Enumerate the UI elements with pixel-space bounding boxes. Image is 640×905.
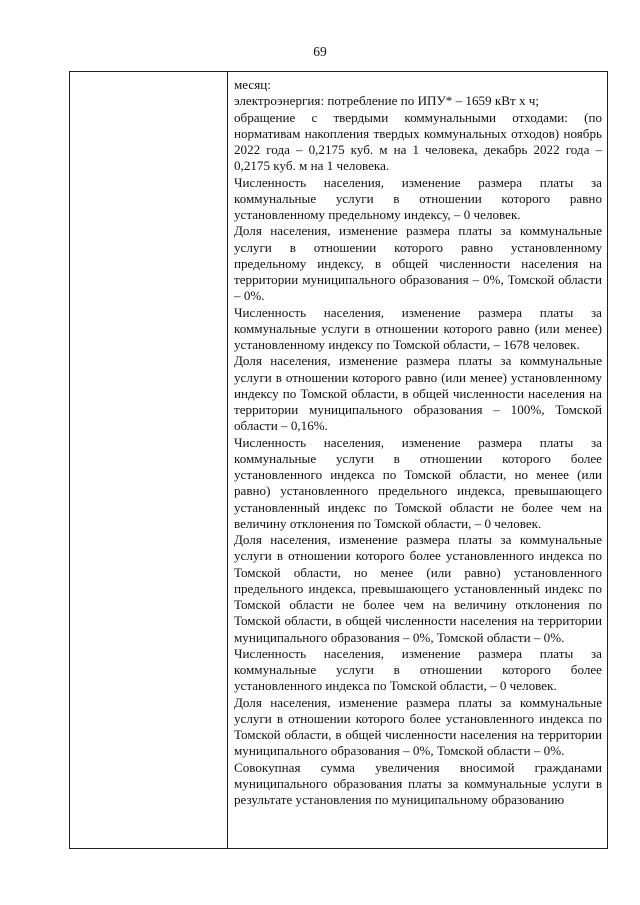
paragraph-share-equal-index: Доля населения, изменение размера платы за коммунальные услуги в отношении которого равно (или менее) установленному индексу по Томской области, в общей численности населения на территории муниципального образования – 100%, Томской области – 0,16%. xyxy=(234,353,602,434)
table-right-cell xyxy=(228,72,607,848)
paragraph-electricity: электроэнергия: потребление по ИПУ* – 1659 кВт х ч; xyxy=(234,93,539,109)
paragraph-population-above-index-within-deviation: Численность населения, изменение размера платы за коммунальные услуги в отношении которого более установленного индекса по Томской области, но менее (или равно) установленного предельного индекса, превышающего установленный индекс по Томской области не более чем на величину отклонения по Томской области, – 0 человек. xyxy=(234,434,602,531)
paragraph-solid-waste: обращение с твердыми коммунальными отходами: (по нормативам накопления твердых коммунальных отходов) ноябрь 2022 года – 0,2175 куб. м на 1 человека, декабрь 2022 года – 0,2175 куб. м на 1 человека. xyxy=(234,109,602,174)
paragraph-total-increase: Совокупная сумма увеличения вносимой гражданами муниципального образования платы за коммунальные услуги в результате установления по муниципальному образованию xyxy=(234,759,602,807)
paragraph-month: месяц: xyxy=(234,77,271,92)
paragraph-population-equal-limit: Численность населения, изменение размера платы за коммунальные услуги в отношении которого равно установленному предельному индексу, – 0 человек. xyxy=(234,174,602,222)
paragraph-population-equal-index: Численность населения, изменение размера платы за коммунальные услуги в отношении которого равно (или менее) установленному индексу по Томской области, – 1678 человек. xyxy=(234,304,602,352)
table-left-cell xyxy=(70,72,228,848)
paragraph-share-above-index: Доля населения, изменение размера платы за коммунальные услуги в отношении которого более установленного индекса по Томской области, в общей численности населения на территории муниципального образования – 0%, Томской области – 0%. xyxy=(234,694,602,759)
paragraph-share-above-index-within-deviation: Доля населения, изменение размера платы за коммунальные услуги в отношении которого более установленного индекса по Томской области, но менее (или равно) установленного предельного индекса, превышающего установленный индекс по Томской области не более чем на величину отклонения по Томской области, в общей численности населения на территории муниципального образования – 0%, Томской области – 0%. xyxy=(234,532,602,645)
paragraph-population-above-index: Численность населения, изменение размера платы за коммунальные услуги в отношении которого более установленного индекса по Томской области, – 0 человек. xyxy=(234,645,602,694)
page-number: 69 xyxy=(313,44,327,59)
paragraph-share-equal-limit: Доля населения, изменение размера платы за коммунальные услуги в отношении которого равно установленному предельному индексу, в общей численности населения на территории муниципального образования – 0%, Томской области – 0%. xyxy=(234,223,602,304)
document-table xyxy=(69,71,608,849)
